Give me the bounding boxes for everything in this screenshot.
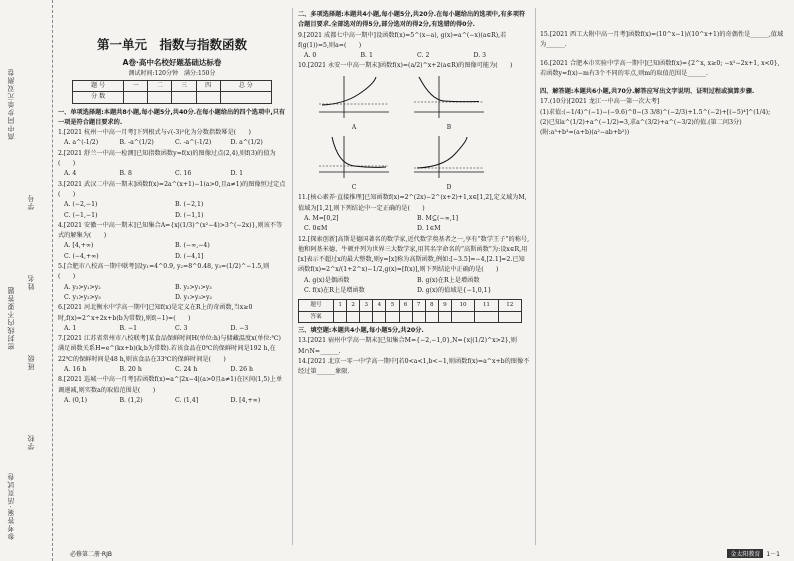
option: B. y₂>y₁>y₃ [175,283,212,291]
question-2: 2.[2021 舒兰一中高一检测]已知指数函数y=f(x)的图像过点(2,4),则f(3)的值为( ) [58,149,276,168]
column-1 [58,10,286,545]
option: C. (1,4] [175,396,199,404]
question-13: 13.[2021 宿州中学高一期末]已知集合M={−2,−1,0},N={x|(1/2)^x>2},则M∩N=______. [298,337,517,355]
option: B. (−∞,−4) [175,242,210,250]
question-17-hint: (附:a³+b³=(a+b)(a²−ab+b²)) [540,129,630,137]
option: A. M=[0,2] [304,214,339,222]
question-8: 8.[2021 巡城一中高一月考]若函数f(x)=a^|2x−4|(a>0且a≠1)在区间(1,5)上单调递减,则实数a的取值范围是( ) [58,376,283,394]
option: A. a^(-1/2) [64,139,99,147]
question-15: 15.[2021 西工大附中高一月考]函数f(x)=(10^x−1)/(10^x+1)的奇偶性是______,值域为______. [540,31,784,49]
graph-b-label: B [446,124,452,132]
graph-d-plot [409,134,489,180]
question-14: 14.[2021 北京一零一中学高一期中]若0<a<1,b<−1,则函数f(x)=a^x+b的图像不经过第______象限. [298,357,530,376]
option: B. −1 [119,324,138,332]
question-7-options [58,365,286,375]
section-2-heading: 二、多项选择题:本题共4小题,每小题5分,共20分.在每小题给出的选项中,有多项符合题目要求.全部选对的得5分,部分选对的得2分,有选错的得0分. [298,11,526,29]
name-label: 姓名 [27,274,35,290]
column-divider-2 [535,8,536,545]
footer-left: 必修第二册·RJB [70,551,112,558]
binding-margin [0,0,53,561]
question-9-options [298,51,530,61]
score-header-cell: 总 分 [220,81,271,92]
option: C. (−4,+∞) [64,252,99,260]
score-table [72,80,272,104]
option: C. f(x)在R上是增函数 [304,287,365,295]
question-11: 11.[核心素养·直接推理]已知函数f(x)=2^(2x)−2^(x+2)+1,x∈[1,2],定义域为M,值域为[1,2],则下列结论中一定正确的是( ) [298,194,527,212]
option: D. (−1,1) [175,211,204,219]
option: D. 26 h [230,366,253,374]
graph-b-plot [409,74,489,120]
score-header-cell: 二 [148,81,172,92]
answer-header-cell: 1 [334,300,347,311]
page-title: 第一单元 指数与指数函数 [96,37,247,52]
option: B. 1 [360,52,373,60]
option: A. 4 [64,170,77,178]
option: D. 3 [473,52,487,60]
option: B. g(x)在R上是增函数 [417,276,480,284]
option: D. (−4,1] [175,252,204,260]
option: A. 0 [304,52,317,60]
question-4: 4.[2021 安徽一中高一期末]已知集合A={x|(1/3)^(x²−4)>3^(−2x)},则该不等式的解集为( ) [58,221,283,240]
option: B. (−2,1) [175,201,204,209]
option: A. (−2,−1) [64,201,98,209]
option: B. 20 h [119,366,142,374]
question-12: 12.[探索创新]高斯是德国著名的数学家,近代数学奠基者之一,享有“数学王子”的称号,他和阿基米德、牛顿并列为世界三大数学家,用其名字命名的“高斯函数”为:设x∈R,用[x]表示不超过x的最大整数,则y=[x]称为高斯函数,例如:[−3.5]=−4,[2.1]=2.已知函数f(x)=2^x/(1+2^x)−1/2,g(x)=[f(x)],则下列结论中正确的是( ) [298,235,530,274]
paper-subtitle: A卷·高中名校好题基础达标卷 [122,58,222,67]
answer-input-cell[interactable] [451,311,474,322]
option: C. 2 [417,52,430,60]
question-6-options [58,324,286,334]
option: D. 1∈M [417,225,441,233]
option: A. 1 [64,324,77,332]
score-header-cell: 一 [124,81,148,92]
answer-input-cell[interactable] [386,311,399,322]
answer-header-cell: 3 [360,300,373,311]
option: C. -a^(-1/2) [175,139,212,147]
question-10: 10.[2021 永安一中高一期末]函数f(x)=(a/2)^x+2(a∈R)的图像可能为( ) [298,62,513,70]
answer-input-cell[interactable] [412,311,425,322]
page-number: 1－1 [766,551,780,558]
option: B. M⊆(−∞,1] [417,214,459,222]
option: C. (−1,−1) [64,211,98,219]
question-3-options [58,200,286,221]
answer-header-cell: 10 [451,300,474,311]
option: C. y₁>y₂>y₃ [64,293,101,301]
score-input-cell[interactable] [196,92,220,103]
answer-header-cell: 6 [399,300,412,311]
answer-input-cell[interactable] [438,311,451,322]
section-3-heading: 三、填空题:本题共4小题,每小题5分,共20分. [298,326,424,334]
answer-header-cell: 7 [412,300,425,311]
question-1: 1.[2021 杭州一中高一月考]下列根式与√(-3)²化为分数指数幂是( ) [58,129,251,137]
question-4-options [58,241,286,262]
left-note: 参考答案·活页试卷 [7,472,15,540]
score-input-cell[interactable] [124,92,148,103]
score-input-cell[interactable] [172,92,196,103]
question-7: 7.[2021 江苏省常州市八校联考]某食品保鲜时间H(单位:h)与储藏温度x(单位:℃)满足函数关系H=e^(kx+b)(k,b为常数).若该食品在0℃的保鲜时间是192 h,在22℃的保鲜时间是48 h,则该食品在33℃的保鲜时间是( ) [58,335,281,363]
question-1-options [58,138,286,148]
answer-input-cell[interactable] [399,311,412,322]
option: B. -a^(1/2) [119,139,154,147]
column-3 [540,10,784,545]
score-header-cell: 四 [196,81,220,92]
footer-right [727,549,780,558]
score-input-cell[interactable] [220,92,271,103]
answer-input-cell[interactable] [475,311,498,322]
answer-header-cell: 4 [373,300,386,311]
class-label: 班级 [27,354,35,370]
answer-header-cell: 12 [498,300,521,311]
publisher-badge: 金太阳教育 [727,549,763,558]
question-17-part-1: (1)求值:(−1/4)^(−1)−(−9.6)^0−(3 3/8)^(−2/3)+1.5^(−2)+[(−5)⁴]^(1/4); [540,108,771,116]
option: D. y₁>y₃>y₂ [175,293,212,301]
question-8-options [58,396,286,406]
answer-input-cell[interactable] [347,311,360,322]
function-graphs [314,74,504,192]
question-16: 16.[2021 合肥本市实验中学高一期中]已知函数f(x)={2^x, x≥0; −x²−2x+1, x<0},若函数y=f(x)−m有3个不同的零点,则m的取值范围是______. [540,59,780,77]
question-5: 5.[合肥市八校高一期中联考]设y₁=4^0.9, y₂=8^0.48, y₃=(1/2)^−1.5,则( ) [58,263,270,281]
graph-c-plot [314,134,394,180]
answer-label-cell: 答案 [299,311,334,322]
question-2-options [58,169,286,179]
exam-meta: 测试时间:120分钟 满分:150分 [128,70,216,77]
option: A. (0,1) [64,396,88,404]
answer-header-cell: 题号 [299,300,334,311]
graph-b [409,74,504,131]
column-divider-1 [292,8,293,545]
option: A. y₃>y₁>y₂ [64,283,101,291]
answer-header-cell: 8 [425,300,438,311]
graph-d [409,134,504,191]
answer-header-cell: 9 [438,300,451,311]
student-number-label: 学号 [27,194,35,210]
option: D. g(x)的值域是{−1,0,1} [417,287,492,295]
answer-input-cell[interactable] [373,311,386,322]
score-input-cell[interactable] [148,92,172,103]
option: A. g(x)是偶函数 [304,276,350,284]
option: B. 8 [119,170,132,178]
answer-input-cell[interactable] [425,311,438,322]
answer-table [298,299,522,323]
graph-c-label: C [351,184,357,192]
question-12-options [298,276,530,297]
question-9: 9.[2021 成都七中高一期中]设函数f(x)=5^(x−a), g(x)=a^(−x)(a∈R),若f(g(1))=5,则a=( ) [298,31,507,49]
option: C. 0∈M [304,225,328,233]
question-3: 3.[2021 武汉二中高一期末]函数f(x)=2a^(x+1)−1(a>0,且a≠1)的图像恒过定点( ) [58,180,286,198]
option: D. 1 [230,170,244,178]
answer-header-cell: 11 [475,300,498,311]
question-6: 6.[2021 河北衡水中学高一期中]已知f(x)是定义在R上的奇函数,当x≥0时,f(x)=2^x+2x+b(b为常数),则f(−1)=( ) [58,304,253,322]
option: D. [4,+∞) [230,396,261,404]
graph-a-plot [314,74,394,120]
option: C. 16 [175,170,192,178]
graph-a [314,74,409,131]
score-header-cell: 三 [172,81,196,92]
school-label: 学校 [27,434,35,450]
option: C. 3 [175,324,188,332]
answer-input-cell[interactable] [498,311,521,322]
graph-c [314,134,409,191]
column-2 [298,10,530,545]
answer-input-cell[interactable] [360,311,373,322]
graph-d-label: D [446,184,452,192]
answer-header-cell: 5 [386,300,399,311]
option: B. (1,2) [119,396,143,404]
question-17-part-2: (2)已知a^(1/2)+a^(−1/2)=3,求a^(3/2)+a^(−3/2)的值.(第二问3分) [540,119,742,127]
section-4-heading: 四、解答题:本题共6小题,共70分.解答应写出文字说明、证明过程或演算步骤. [540,88,755,96]
option: C. 24 h [175,366,198,374]
graph-a-label: A [351,124,357,132]
section-1-heading: 一、单项选择题:本题共8小题,每小题5分,共40分.在每小题给出的四个选项中,只有一项是符合题目要求的. [58,108,286,126]
option: A. 16 h [64,366,87,374]
option: D. −3 [230,324,249,332]
option: A. [4,+∞) [64,242,94,250]
answer-input-cell[interactable] [334,311,347,322]
seal-line-note: 密封线内不要答题 [7,286,15,350]
answer-header-cell: 2 [347,300,360,311]
question-5-options [58,283,286,304]
option: D. a^(1/2) [230,139,263,147]
question-17: 17.(10分)[2021 龙江一中高一第一次大考] [540,98,660,106]
score-header-cell: 题 号 [73,81,124,92]
question-11-options [298,214,530,235]
score-label-cell: 分 数 [73,92,124,103]
top-note: 高中同步单元双测卷 [7,68,15,140]
